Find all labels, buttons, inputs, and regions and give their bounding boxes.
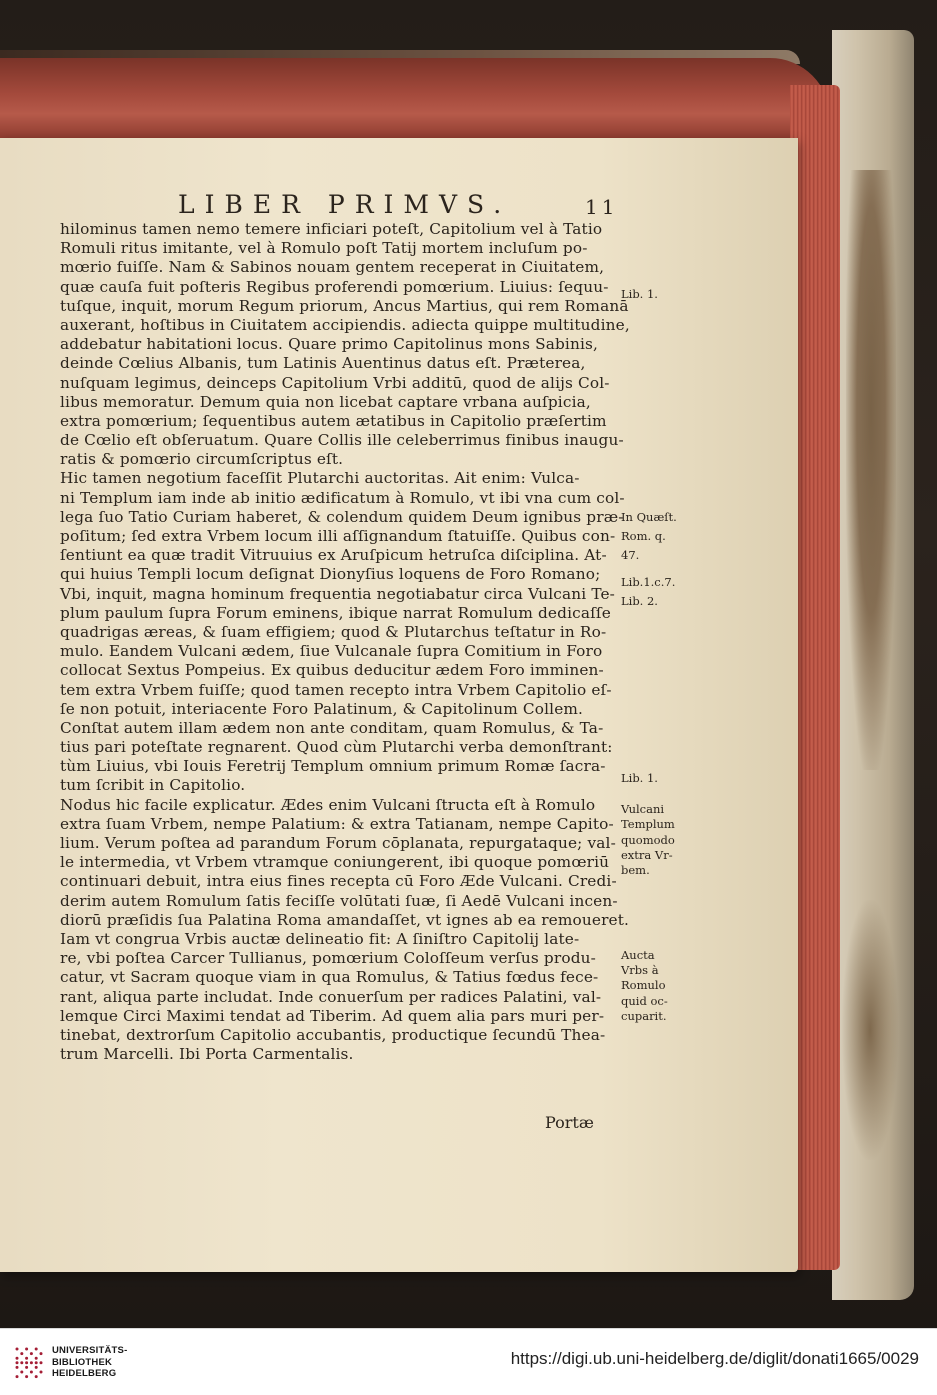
text-line: lemque Circi Maximi tendat ad Tiberim. Ad quem alia pars muri per-	[60, 1006, 605, 1025]
margin-note: Vrbs à	[621, 963, 659, 978]
text-line: Vbi, inquit, magna hominum frequentia negotiabatur circa Vulcani Te-	[60, 584, 616, 603]
text-line: poſitum; ſed extra Vrbem locum illi aſſignandum ſtatuiſſe. Quibus con-	[60, 527, 616, 545]
text-line: derim autem Romulum ſatis feciſſe volūtati ſuæ, ſi Aedē Vulcani incen-	[60, 891, 618, 910]
red-page-edges-top	[0, 58, 830, 138]
text-line: extra ſuam Vrbem, nempe Palatium: & extra Tatianam, nempe Capito-	[60, 814, 614, 833]
library-name	[52, 1345, 127, 1380]
permalink-url[interactable]: https://digi.ub.uni-heidelberg.de/diglit/donati1665/0029	[510, 1349, 919, 1368]
text-line: diorū præſidis ſua Palatina Roma amandaſſet, vt ignes ab ea remoueret.	[60, 910, 630, 929]
text-line: Iam vt congrua Vrbis auctæ delineatio fit: A ſiniſtro Capitolij late-	[60, 929, 580, 948]
text-line: ſentiunt ea quæ tradit Vitruuius ex Aruſpicum hetruſca diſciplina. At-	[60, 546, 607, 565]
text-line: Hic tamen negotium faceſſit Plutarchi auctoritas. Ait enim: Vulca-	[60, 469, 580, 488]
text-line: ni Templum iam inde ab initio ædificatum à Romulo, vt ibi vna cum col-	[60, 488, 625, 507]
text-line: ſe non potuit, interiacente Foro Palatinum, & Capitolinum Collem.	[60, 699, 584, 718]
text-line: tuſque, inquit, morum Regum priorum, Ancus Martius, qui rem Romanā	[60, 296, 629, 315]
margin-note: Lib. 2.	[621, 594, 658, 609]
library-name-line: BIBLIOTHEK	[52, 1356, 113, 1368]
text-line: Nodus hic facile explicatur. Ædes enim Vulcani ſtructa eſt à Romulo	[60, 795, 596, 814]
library-name-line: UNIVERSITÄTS-	[52, 1345, 128, 1356]
text-line: qui huius Templi locum deſignat Dionyſius loquens de Foro Romano;	[60, 565, 601, 584]
margin-note: Rom. q.	[621, 529, 666, 544]
text-line: libus memoratur. Demum quia non licebat captare vrbana auſpicia,	[60, 392, 591, 411]
text-line: auxerant, hoſtibus in Ciuitatem accipiendis. adiecta quippe multitudine,	[60, 315, 630, 334]
university-seal-icon	[14, 1346, 44, 1380]
main-text-block	[60, 220, 630, 1064]
margin-note: 47.	[621, 548, 640, 563]
text-line: tùm Liuius, vbi Iouis Feretrij Templum omnium primum Romæ ſacra-	[60, 757, 606, 776]
running-head: LIBER PRIMVS.	[178, 190, 512, 219]
text-line: trum Marcelli. Ibi Porta Carmentalis.	[60, 1045, 354, 1064]
text-line: hilominus tamen nemo temere inficiari poteſt, Capitolium vel à Tatio	[60, 220, 603, 238]
text-line: quæ cauſa fuit poſteris Regibus proferendi pomœrium. Liuius: ſequu-	[60, 277, 609, 296]
margin-note: extra Vr-	[621, 847, 673, 862]
text-line: nuſquam legimus, deinceps Capitolium Vrbi additū, quod de alijs Col-	[60, 373, 610, 392]
text-line: lega ſuo Tatio Curiam haberet, & colendum quidem Deum ignibus præ-	[60, 507, 624, 526]
margin-note: Aucta	[621, 947, 655, 962]
text-line: mœrio fuiſſe. Nam & Sabinos nouam gentem receperat in Ciuitatem,	[60, 258, 605, 277]
catchword: Portæ	[545, 1113, 594, 1132]
margin-note: Lib. 1.	[621, 287, 658, 302]
margin-note: Romulo	[621, 978, 666, 993]
margin-note: In Quæſt.	[621, 510, 677, 524]
text-line: catur, vt Sacram quoque viam in qua Romulus, & Tatius fœdus fece-	[60, 968, 599, 987]
text-line: tum ſcribit in Capitolio.	[60, 776, 246, 795]
margin-note: Lib. 1.	[621, 771, 658, 786]
margin-note: Templum	[621, 817, 675, 832]
margin-note: quid oc-	[621, 993, 668, 1008]
text-line: addebatur habitationi locus. Quare primo Capitolinus mons Sabinis,	[60, 335, 599, 354]
text-line: quadrigas æreas, & ſuam effigiem; quod & Plutarchus teſtatur in Ro-	[60, 622, 607, 641]
text-line: continuari debuit, intra eius fines recepta cū Foro Æde Vulcani. Credi-	[60, 872, 617, 891]
text-line: collocat Sextus Pompeius. Ex quibus deducitur ædem Foro imminen-	[60, 661, 604, 680]
margin-note: cuparit.	[621, 1009, 667, 1024]
footer-bar	[0, 1328, 937, 1395]
text-line: lium. Verum poſtea ad parandum Forum cōplanata, repurgataque; val-	[60, 834, 616, 852]
margin-note: bem.	[621, 863, 650, 878]
margin-note: Lib.1.c.7.	[621, 575, 676, 590]
page-number: 11	[585, 195, 619, 219]
margin-note: Vulcani	[621, 801, 665, 816]
text-line: tinebat, dextrorſum Capitolio accubantis, productique ſecundū Thea-	[60, 1025, 606, 1044]
cover-stain	[846, 170, 896, 770]
text-line: deinde Cœlius Albanis, tum Latinis Auentinus datus eſt. Præterea,	[60, 354, 586, 373]
text-line: rant, aliqua parte includat. Inde conuerſum per radices Palatini, val-	[60, 987, 602, 1006]
text-line: tem extra Vrbem fuiſſe; quod tamen recepto intra Vrbem Capitolio eſ-	[60, 680, 612, 699]
cover-stain	[842, 900, 898, 1160]
text-line: plum paulum ſupra Forum eminens, ibique narrat Romulum dedicaſſe	[60, 603, 611, 622]
margin-note: quomodo	[621, 832, 675, 847]
text-line: Romuli ritus imitante, vel à Romulo poſt Tatij mortem incluſum po-	[60, 239, 588, 258]
text-line: tius pari poteſtate regnarent. Quod cùm Plutarchi verba demonſtrant:	[60, 738, 613, 757]
text-line: mulo. Eandem Vulcani ædem, ſiue Vulcanale ſupra Comitium in Foro	[60, 642, 603, 661]
library-name-line: HEIDELBERG	[52, 1368, 117, 1379]
text-line: Conſtat autem illam ædem non ante conditam, quam Romulus, & Ta-	[60, 718, 604, 737]
text-line: re, vbi poſtea Carcer Tullianus, pomœrium Coloſſeum verſus produ-	[60, 949, 596, 968]
text-line: ratis & pomœrio circumſcriptus eſt.	[60, 450, 344, 469]
text-line: le intermedia, vt Vrbem vtramque coniungerent, ibi quoque pomœriū	[60, 853, 610, 872]
text-line: de Cœlio eſt obſeruatum. Quare Collis ille celeberrimus finibus inaugu-	[60, 431, 624, 450]
text-line: extra pomœrium; ſequentibus autem ætatibus in Capitolio præſertim	[60, 411, 607, 430]
